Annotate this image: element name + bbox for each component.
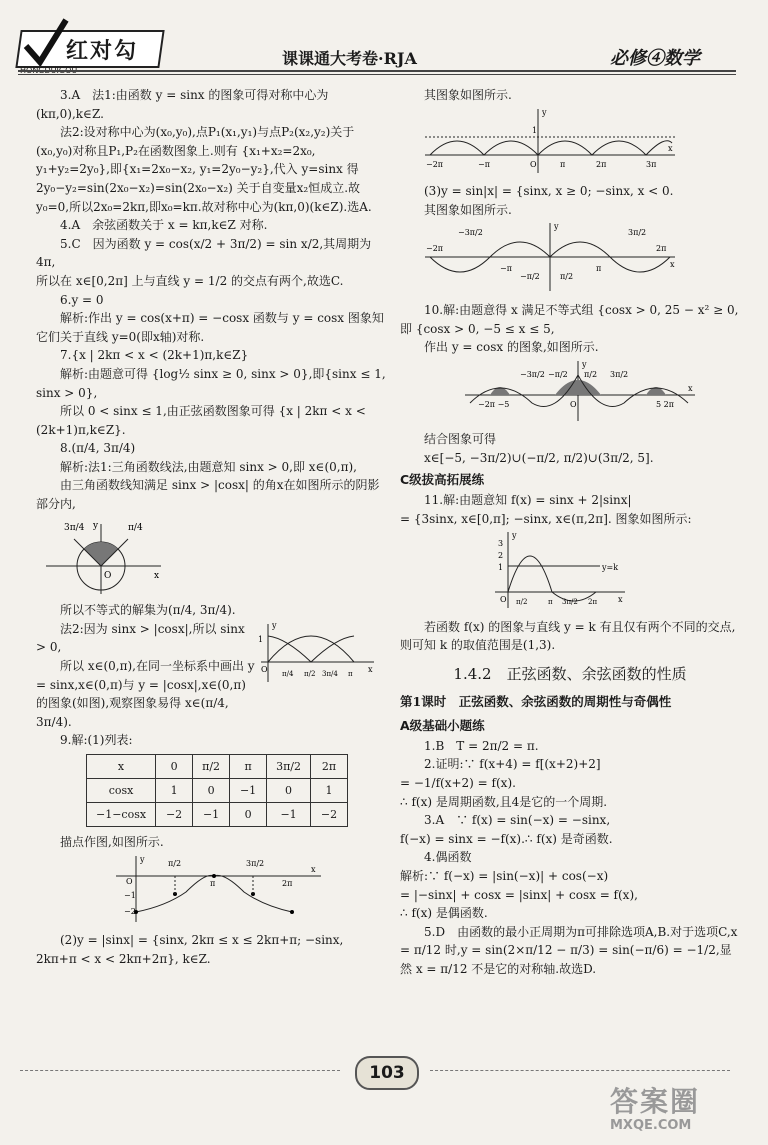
section-a-heading: A级基础小题练	[400, 717, 485, 733]
book-title: 课课通大考卷·RJA	[282, 49, 417, 68]
table-cell: 2π	[311, 755, 348, 779]
watermark-url: MXQE.COM	[610, 1118, 692, 1133]
svg-text:O: O	[104, 570, 112, 581]
svg-text:−1: −1	[124, 890, 136, 900]
footer-rule-right	[430, 1070, 730, 1072]
table-cell: 0	[230, 803, 267, 827]
svg-text:O: O	[530, 159, 537, 169]
svg-text:y: y	[554, 222, 559, 232]
sin-abs-x-graph	[420, 221, 680, 293]
svg-text:x: x	[154, 570, 160, 581]
answer-7-analysis: 解析:由题意可得 {log½ sinx ≥ 0, sinx > 0},即{sinx ≤ 1, sinx > 0},	[36, 366, 386, 400]
svg-text:−π: −π	[500, 264, 512, 274]
svg-text:3π/2: 3π/2	[246, 858, 265, 868]
svg-text:π: π	[210, 878, 216, 888]
watermark	[610, 1080, 760, 1140]
subject-label: 必修④数学	[610, 48, 700, 69]
table-cell: π	[230, 755, 267, 779]
svg-text:3π/2: 3π/2	[610, 369, 629, 379]
svg-text:−2π: −2π	[426, 244, 444, 254]
table-cell: 1	[311, 779, 348, 803]
answer-11-cont: = {3sinx, x∈[0,π]; −sinx, x∈(π,2π]. 图象如图所示:	[400, 511, 692, 526]
neg-cos-graph	[106, 854, 326, 924]
answer-5-cont: 所以在 x∈[0,2π] 上与直线 y = 1/2 的交点有两个,故选C.	[36, 273, 344, 288]
brand-logo	[18, 22, 168, 74]
svg-text:−2: −2	[124, 906, 136, 916]
answer-8: 8.(π/4, 3π/4)	[60, 441, 136, 456]
svg-text:1: 1	[498, 563, 504, 573]
table-cell: −1	[193, 803, 230, 827]
svg-text:3π/2: 3π/2	[562, 598, 578, 607]
table-cell: 0	[267, 779, 311, 803]
svg-text:1: 1	[532, 125, 538, 135]
svg-text:π/2: π/2	[304, 669, 316, 678]
a-answer-2-cont: = −1/f(x+2) = f(x).	[400, 776, 516, 791]
header-rule	[18, 70, 736, 72]
answer-10-cont: 即 {cosx > 0, −5 ≤ x ≤ 5,	[400, 321, 555, 336]
svg-text:O: O	[261, 664, 268, 674]
answer-6: 6.y = 0	[60, 292, 104, 307]
footer-rule-left	[20, 1070, 340, 1072]
svg-text:−2π −5: −2π −5	[478, 399, 510, 409]
svg-text:π/2: π/2	[560, 272, 574, 282]
svg-text:−3π/2: −3π/2	[458, 228, 483, 238]
section-c-heading: C级拔高拓展练	[400, 471, 485, 487]
svg-text:π/4: π/4	[128, 522, 143, 533]
method2-block	[36, 620, 386, 732]
svg-text:3π/2: 3π/2	[628, 228, 647, 238]
table-cell: 0	[193, 779, 230, 803]
svg-text:3: 3	[498, 539, 504, 549]
answer-7-cont: 所以 0 < sinx ≤ 1,由正弦函数图象可得 {x | 2kπ < x < (2k+1)π,k∈Z}.	[36, 404, 366, 437]
svg-text:x: x	[368, 664, 373, 674]
svg-text:2π: 2π	[596, 159, 607, 169]
a-answer-4-conclusion: ∴ f(x) 是偶函数.	[400, 906, 488, 921]
svg-text:−π: −π	[478, 159, 490, 169]
svg-text:y: y	[93, 520, 99, 531]
value-table	[86, 754, 348, 827]
answer-10-plot-note: 作出 y = cosx 的图象,如图所示.	[424, 340, 599, 355]
sin-abs-cos-figure	[256, 620, 376, 690]
svg-text:x: x	[670, 260, 675, 270]
svg-text:π/2: π/2	[168, 858, 182, 868]
answer-11: 11.解:由题意知 f(x) = sinx + 2|sinx|	[424, 492, 632, 507]
svg-text:π/2: π/2	[584, 369, 598, 379]
answer-8-solution: 所以不等式的解集为(π/4, 3π/4).	[60, 603, 236, 618]
a-answer-5-cont: 然 x = π/12 不是它的对称轴.故选D.	[400, 962, 597, 976]
a-answer-4: 4.偶函数	[424, 850, 472, 865]
answer-10-solution: x∈[−5, −3π/2)∪(−π/2, π/2)∪(3π/2, 5].	[424, 450, 654, 465]
table-cell: −2	[311, 803, 348, 827]
svg-text:π: π	[560, 159, 566, 169]
svg-text:−π/2: −π/2	[548, 369, 568, 379]
answer-9-plot-note: 描点作图,如图所示.	[60, 835, 164, 850]
svg-text:π: π	[348, 669, 353, 678]
svg-text:y: y	[272, 620, 277, 630]
svg-text:y: y	[542, 107, 547, 117]
table-cell: −1	[230, 779, 267, 803]
svg-text:x: x	[668, 143, 673, 153]
a-answer-5: 5.D 由函数的最小正周期为π可排除选项A,B.对于选项C,x = π/12 时,y = sin(2×π/12 − π/3) = sin(−π/6) = −1/2,显	[400, 924, 738, 958]
piecewise-f-graph	[490, 530, 630, 610]
table-cell: cosx	[87, 779, 156, 803]
a-answer-4-analysis: 解析:∵ f(−x) = |sin(−x)| + cos(−x)	[400, 869, 609, 884]
answer-9: 9.解:(1)列表:	[60, 733, 133, 748]
svg-text:π/4: π/4	[282, 669, 294, 678]
answer-9-part2: (2)y = |sinx| = {sinx, 2kπ ≤ x ≤ 2kπ+π; −sinx, 2kπ+π < x < 2kπ+2π}, k∈Z.	[36, 933, 344, 966]
svg-text:2: 2	[498, 551, 504, 561]
table-cell: 1	[156, 779, 193, 803]
svg-text:2π: 2π	[656, 244, 667, 254]
table-cell: π/2	[193, 755, 230, 779]
svg-text:y: y	[140, 854, 145, 864]
cos-region-graph	[460, 359, 700, 423]
svg-text:x: x	[618, 595, 623, 605]
checkmark-icon	[22, 16, 70, 66]
a-answer-2: 2.证明:∵ f(x+4) = f[(x+2)+2]	[424, 757, 601, 772]
graph-caption-1: 其图象如图所示.	[424, 88, 512, 102]
svg-text:O: O	[126, 876, 133, 886]
svg-text:2π: 2π	[588, 598, 598, 607]
right-column	[400, 86, 740, 979]
answer-8-method2: 法2:因为 sinx > |cosx|,所以 sinx > 0,	[36, 621, 245, 655]
svg-text:y: y	[582, 359, 587, 369]
a-answer-3: 3.A ∵ f(x) = sin(−x) = −sinx,	[424, 813, 611, 828]
lesson-heading: 第1课时 正弦函数、余弦函数的周期性与奇偶性	[400, 694, 672, 710]
table-cell: −1−cosx	[87, 803, 156, 827]
a-answer-2-conclusion: ∴ f(x) 是周期函数,且4是它的一个周期.	[400, 794, 608, 809]
page-header	[0, 0, 768, 82]
table-cell: 3π/2	[267, 755, 311, 779]
a-answer-3-cont: f(−x) = sinx = −f(x).∴ f(x) 是奇函数.	[400, 831, 613, 846]
a-answer-4-cont: = |−sinx| + cosx = |sinx| + cosx = f(x),	[400, 887, 638, 902]
answer-10-conclusion: 结合图象可得	[424, 432, 497, 447]
table-row	[87, 803, 348, 827]
table-header-row	[87, 755, 348, 779]
svg-text:2π: 2π	[282, 878, 293, 888]
svg-text:−π/2: −π/2	[520, 272, 540, 282]
logo-text: 红对勾	[66, 38, 139, 64]
answer-10: 10.解:由题意得 x 满足不等式组 {cosx > 0, 25 − x² ≥ 0,	[424, 302, 739, 317]
svg-text:π: π	[596, 264, 602, 274]
svg-text:3π/4: 3π/4	[322, 669, 338, 678]
answer-3: 3.A 法1:由函数 y = sinx 的图象可得对称中心为(kπ,0),k∈Z.	[36, 88, 329, 121]
unit-circle-figure	[36, 516, 166, 594]
a-answer-1: 1.B T = 2π/2 = π.	[424, 738, 539, 753]
table-cell: −1	[267, 803, 311, 827]
svg-text:−2π: −2π	[426, 159, 444, 169]
svg-text:O: O	[500, 595, 507, 605]
svg-text:y: y	[512, 531, 517, 541]
table-cell: x	[87, 755, 156, 779]
header-rule-thin	[18, 74, 736, 75]
svg-text:5 2π: 5 2π	[656, 399, 674, 409]
answer-5: 5.C 因为函数 y = cos(x/2 + 3π/2) = sin x/2,其周期为4π,	[36, 236, 372, 270]
section-title: 1.4.2 正弦函数、余弦函数的性质	[453, 664, 687, 683]
svg-text:x: x	[688, 383, 693, 393]
table-cell: −2	[156, 803, 193, 827]
answer-4: 4.A 余弦函数关于 x = kπ,k∈Z 对称.	[60, 218, 268, 233]
svg-text:π/2: π/2	[516, 598, 528, 607]
answer-6-analysis: 解析:作出 y = cos(x+π) = −cosx 函数与 y = cosx 图象知它们关于直线 y=0(即x轴)对称.	[36, 311, 384, 344]
answer-11-conclusion: 若函数 f(x) 的图象与直线 y = k 有且仅有两个不同的交点,则可知 k 的取值范围是(1,3).	[400, 619, 736, 653]
svg-text:−3π/2: −3π/2	[520, 369, 545, 379]
svg-text:π: π	[548, 598, 553, 607]
left-column	[36, 86, 386, 969]
svg-text:3π: 3π	[646, 159, 657, 169]
svg-text:1: 1	[258, 634, 264, 644]
answer-8-analysis: 解析:法1:三角函数线法,由题意知 sinx > 0,即 x∈(0,π),	[60, 459, 357, 474]
answer-7: 7.{x | 2kπ < x < (2k+1)π,k∈Z}	[60, 348, 249, 363]
svg-text:x: x	[311, 864, 316, 874]
table-cell: 0	[156, 755, 193, 779]
answer-8-method2-cont: 所以 x∈(0,π),在同一坐标系中画出 y = sinx,x∈(0,π)与 y = |cosx|,x∈(0,π)的图象(如图),观察图象易得 x∈(π/4, 3π/4).	[36, 659, 255, 729]
abs-sin-graph	[420, 107, 680, 175]
svg-text:y=k: y=k	[602, 563, 619, 573]
table-row	[87, 779, 348, 803]
svg-text:3π/4: 3π/4	[64, 522, 85, 533]
svg-text:O: O	[570, 399, 577, 409]
watermark-text: 答案圈	[610, 1085, 701, 1118]
answer-3-method2: 法2:设对称中心为(x₀,y₀),点P₁(x₁,y₁)与点P₂(x₂,y₂)关于(x₀,y₀)对称且P₁,P₂在函数图象上.则有 {x₁+x₂=2x₀, y₁+y₂=2y₀},即{x₁=2x₀−x₂, y₁=2y₀−y₂},代入 y=sinx 得 2y₀−y₂=sin(2x₀−x₂)=sin(2x₀−x₂) 关于自变量x₂恒成立.故 y₀=0,所以2x₀=2kπ,即x₀=kπ.故对称中心为(kπ,0)(k∈Z).选A.	[36, 125, 372, 214]
page-number: 103	[355, 1056, 419, 1090]
graph-caption-2: 其图象如图所示.	[424, 202, 512, 217]
answer-8-cont: 由三角函数线知满足 sinx > |cosx| 的角x在如图所示的阴影部分内,	[36, 478, 380, 512]
answer-9-part3: (3)y = sin|x| = {sinx, x ≥ 0; −sinx, x < 0.	[424, 184, 674, 199]
